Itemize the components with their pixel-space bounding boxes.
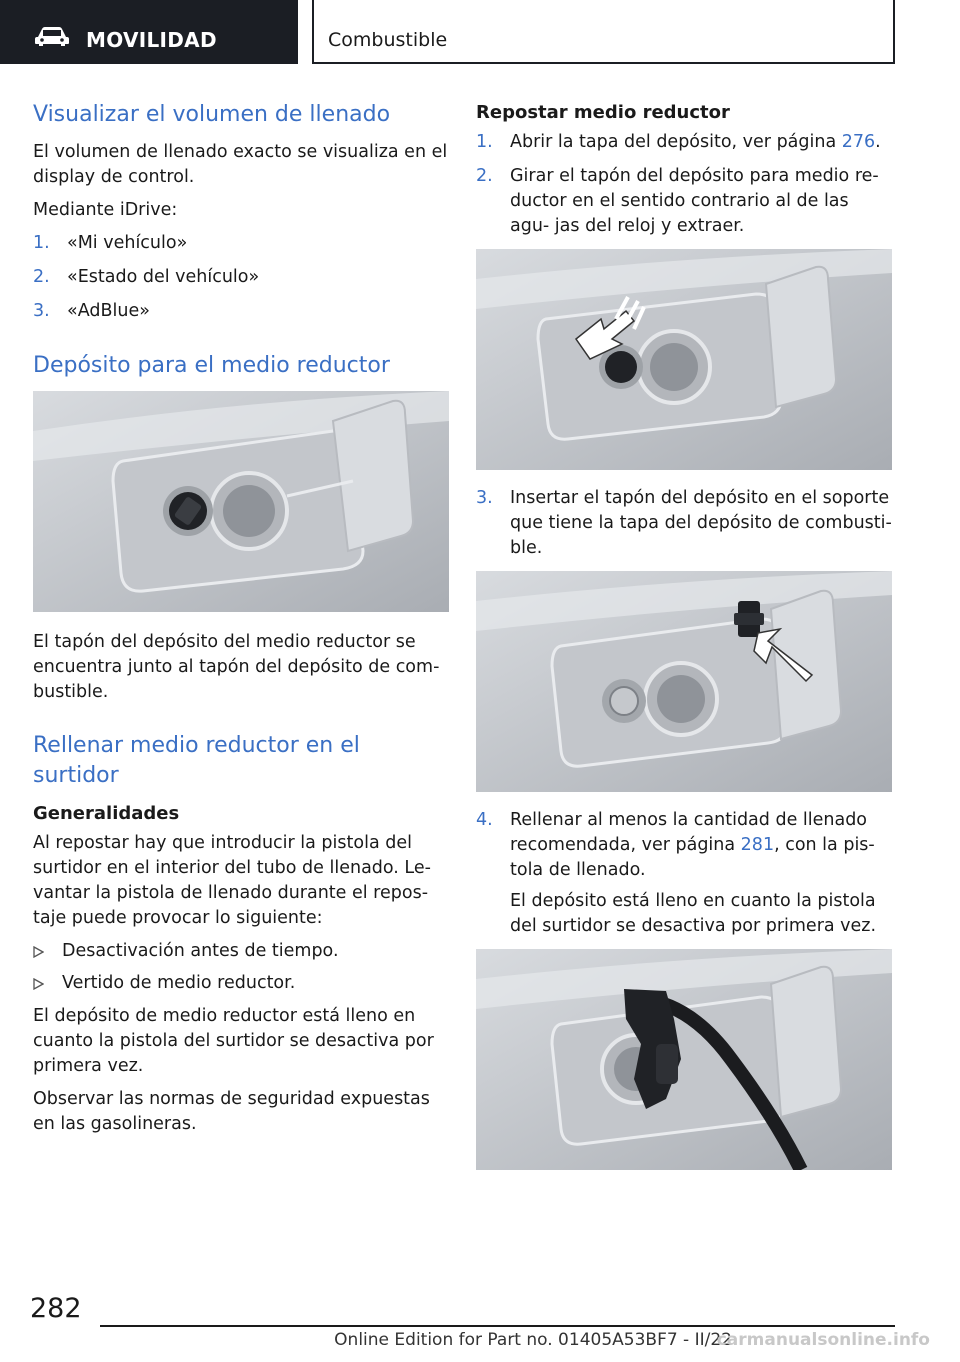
watermark: carmanualsonline.info xyxy=(716,1330,930,1350)
step-number: 3. xyxy=(33,301,50,321)
section-tab-label: MOVILIDAD xyxy=(86,28,217,52)
tank-caption: El tapón del depósito del medio reductor se encuentra junto al tapón del depósito de com- bustible. xyxy=(33,632,440,702)
step-number: 3. xyxy=(476,488,493,508)
list-item xyxy=(476,808,892,939)
step-text: Insertar el tapón del depósito en el soporte que tiene la tapa del depósito de combusti- ble. xyxy=(510,488,892,558)
car-icon xyxy=(34,25,70,47)
step-number: 2. xyxy=(33,267,50,287)
heading-refuel-reductant: Repostar medio reductor xyxy=(476,102,730,123)
list-item xyxy=(476,486,892,561)
heading-refill-at-pump: Rellenar medio reductor en el surtidor xyxy=(33,733,360,788)
fill-volume-text: El volumen de llenado exacto se visualiza en el display de control. xyxy=(33,142,448,187)
consequence-list xyxy=(33,939,449,996)
list-item xyxy=(476,164,892,239)
step-number: 1. xyxy=(33,233,50,253)
cap-holder-photo xyxy=(476,571,892,792)
edition-text: Online Edition for Part no. 01405A53BF7 - II/22 xyxy=(334,1330,732,1350)
refuel-steps-c xyxy=(476,808,892,939)
step-text: «AdBlue» xyxy=(67,301,150,321)
cap-removal-photo xyxy=(476,249,892,470)
step-number: 4. xyxy=(476,810,493,830)
list-item xyxy=(33,265,449,290)
chapter-header xyxy=(312,0,895,64)
heading-fill-volume: Visualizar el volumen de llenado xyxy=(33,102,391,127)
chapter-title: Combustible xyxy=(328,29,448,51)
list-item xyxy=(33,231,449,256)
step-text: Abrir la tapa del depósito, ver página xyxy=(510,132,842,152)
step-text: «Mi vehículo» xyxy=(67,233,188,253)
idrive-menu-steps xyxy=(33,231,449,324)
step-text: Rellenar al menos la cantidad de llenado recomendada, ver página xyxy=(510,810,868,855)
page-number: 282 xyxy=(30,1293,82,1324)
right-column xyxy=(476,100,892,1186)
step-number: 1. xyxy=(476,132,493,152)
step-number: 2. xyxy=(476,166,493,186)
page-link-276[interactable]: 276 xyxy=(841,132,876,152)
list-item xyxy=(476,130,892,155)
triangle-bullet-icon xyxy=(33,978,44,990)
heading-general: Generalidades xyxy=(33,803,180,824)
list-item xyxy=(33,939,449,964)
section-tab[interactable] xyxy=(0,0,298,64)
step-text-tail: , con la pis- tola de llenado. xyxy=(510,835,875,880)
list-item xyxy=(33,971,449,996)
refuel-steps-a xyxy=(476,130,892,239)
bullet-text: Desactivación antes de tiempo. xyxy=(62,941,339,961)
refuel-steps-b xyxy=(476,486,892,561)
left-column xyxy=(33,100,449,1145)
nozzle-photo xyxy=(476,949,892,1170)
general-text: Al repostar hay que introducir la pistola del surtidor en el interior del tubo de llenado. Le- vantar la pistola de llenado durante el repos- taje puede provocar lo siguiente: xyxy=(33,833,431,928)
bullet-text: Vertido de medio reductor. xyxy=(62,973,296,993)
step-text: «Estado del vehículo» xyxy=(67,267,260,287)
safety-text: Observar las normas de seguridad expuestas en las gasolineras. xyxy=(33,1089,430,1134)
triangle-bullet-icon xyxy=(33,946,44,958)
footer-divider xyxy=(100,1325,895,1327)
full-tank-text: El depósito de medio reductor está lleno en cuanto la pistola del surtidor se desactiva por primera vez. xyxy=(33,1006,434,1076)
step-text: Girar el tapón del depósito para medio re- ductor en el sentido contrario al de las agu- jas del reloj y extraer. xyxy=(510,166,879,236)
idrive-text: Mediante iDrive: xyxy=(33,200,178,220)
step-text-tail: . xyxy=(875,132,881,152)
list-item xyxy=(33,299,449,324)
reductant-tank-photo xyxy=(33,391,449,612)
heading-reductant-tank: Depósito para el medio reductor xyxy=(33,353,390,378)
page-link-281[interactable]: 281 xyxy=(740,835,775,855)
step-note: El depósito está lleno en cuanto la pistola del surtidor se desactiva por primera vez. xyxy=(510,891,877,936)
